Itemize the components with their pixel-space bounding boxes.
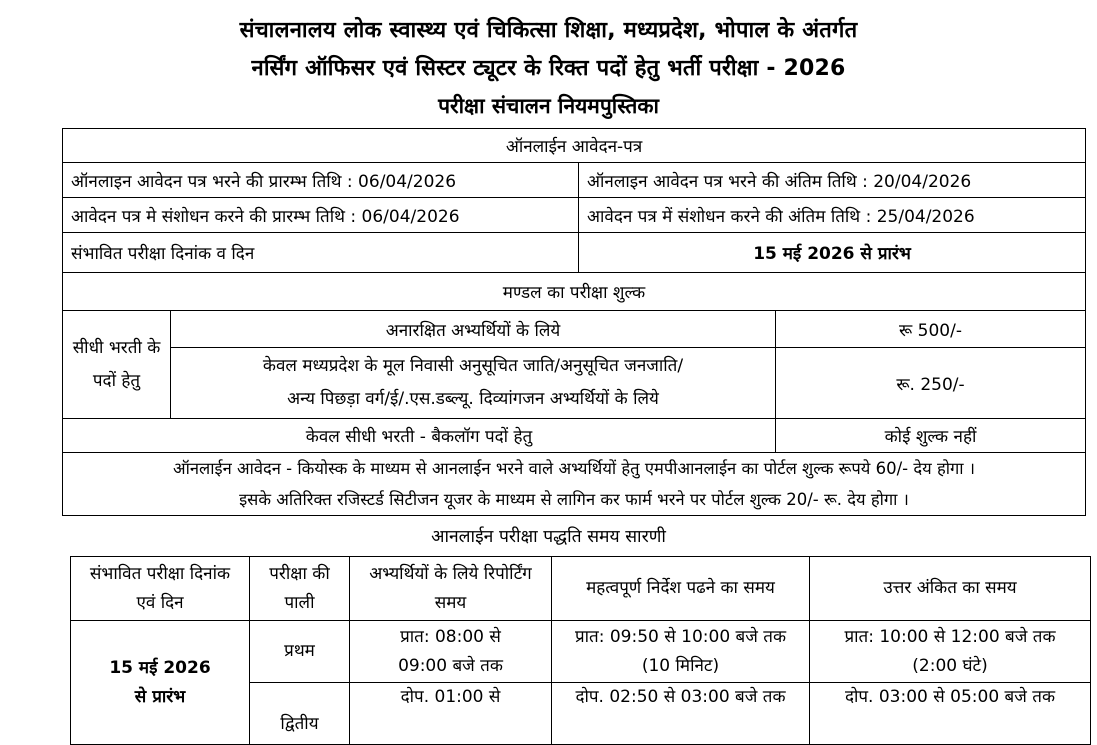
shift-2-instructions-line-1: दोप. 02:50 से 03:00 बजे तक	[575, 687, 786, 707]
col-header-exam-date: संभावित परीक्षा दिनांक एवं दिन	[71, 557, 250, 621]
exam-date-line-1: 15 मई 2026	[109, 657, 211, 678]
table-row	[63, 453, 1086, 516]
probable-exam-date-label-cell: संभावित परीक्षा दिनांक व दिन	[63, 233, 579, 273]
portal-fee-note-cell	[63, 453, 1086, 516]
fee-group-label-cell: सीधी भरती के पदों हेतु	[63, 311, 171, 419]
fee-unreserved-amount-cell: रू 500/-	[776, 311, 1086, 348]
shift-2-reporting-cell	[350, 683, 552, 745]
fee-unreserved-category-cell: अनारक्षित अभ्यर्थियों के लिये	[171, 311, 776, 348]
table-row	[63, 348, 1086, 419]
correction-end-date-cell: आवेदन पत्र में संशोधन करने की अंतिम तिथि : 25/04/2026	[579, 198, 1086, 233]
fee-reserved-amount-cell: रू. 250/-	[776, 348, 1086, 419]
doc-title-line-1: संचालनालय लोक स्वास्थ्य एवं चिकित्सा शिक्षा, मध्यप्रदेश, भोपाल के अंतर्गत	[239, 18, 858, 43]
shift-1-instructions-line-2: (10 मिनिट)	[641, 655, 720, 676]
col-header-reporting-time: अभ्यर्थियों के लिये रिपोर्टिंग समय	[350, 557, 552, 621]
schedule-exam-date-cell	[71, 621, 250, 745]
col-header-instructions-time: महत्वपूर्ण निर्देश पढने का समय	[552, 557, 810, 621]
application-fee-table	[62, 128, 1086, 516]
table-row	[63, 198, 1086, 233]
table-row	[63, 311, 1086, 348]
shift-2-answer-cell	[810, 683, 1091, 745]
shift-1-reporting-line-1: प्रात: 08:00 से	[400, 626, 501, 647]
correction-start-date-cell: आवेदन पत्र मे संशोधन करने की प्रारम्भ तिथि : 06/04/2026	[63, 198, 579, 233]
probable-exam-date-value-cell: 15 मई 2026 से प्रारंभ	[579, 233, 1086, 273]
backlog-category-cell: केवल सीधी भरती - बैकलॉग पदों हेतु	[63, 419, 776, 453]
shift-1-answer-line-2: (2:00 घंटे)	[912, 655, 988, 676]
table-row	[63, 163, 1086, 198]
col-header-shift: परीक्षा की पाली	[250, 557, 350, 621]
fee-reserved-category-line-2: अन्य पिछड़ा वर्ग/ई/.एस.डब्ल्यू. दिव्यांगजन अभ्यर्थियों के लिये	[287, 389, 659, 409]
shift-1-reporting-cell	[350, 621, 552, 683]
shift-2-answer-line-1: दोप. 03:00 से 05:00 बजे तक	[844, 687, 1056, 707]
shift-2-reporting-line-1: दोप. 01:00 से	[400, 687, 501, 707]
table-row	[71, 621, 1091, 683]
table-row	[63, 419, 1086, 453]
shift-1-answer-line-1: प्रात: 10:00 से 12:00 बजे तक	[844, 626, 1056, 647]
exam-date-line-2: से प्रारंभ	[134, 686, 186, 707]
portal-fee-note-line-1: ऑनलाईन आवेदन - कियोस्क के माध्यम से आनलाईन भरने वाले अभ्यर्थियों हेतु एमपीआनलाईन का पोर्टल शुल्क रूपये 60/- देय होगा ।	[172, 459, 976, 478]
doc-title-line-3: परीक्षा संचालन नियमपुस्तिका	[438, 94, 659, 118]
col-header-answer-time: उत्तर अंकित का समय	[810, 557, 1091, 621]
backlog-amount-cell: कोई शुल्क नहीं	[776, 419, 1086, 453]
online-end-date-cell: ऑनलाइन आवेदन पत्र भरने की अंतिम तिथि : 20/04/2026	[579, 163, 1086, 198]
shift-2-name-text: द्वितीय	[280, 714, 319, 734]
shift-1-reporting-line-2: 09:00 बजे तक	[398, 655, 503, 676]
fee-reserved-category-cell	[171, 348, 776, 419]
table-row	[63, 233, 1086, 273]
shift-1-answer-cell	[810, 621, 1091, 683]
shift-1-instructions-line-1: प्रात: 09:50 से 10:00 बजे तक	[574, 626, 787, 647]
shift-1-name-cell: प्रथम	[250, 621, 350, 683]
document-title-block	[0, 12, 1097, 124]
doc-title-line-2: नर्सिंग ऑफिसर एवं सिस्टर ट्यूटर के रिक्त पदों हेतु भर्ती परीक्षा - 2026	[251, 56, 846, 81]
application-section-header: ऑनलाईन आवेदन-पत्र	[63, 129, 1086, 163]
fee-reserved-category-line-1: केवल मध्यप्रदेश के मूल निवासी अनुसूचित जाति/अनुसूचित जनजाति/	[262, 356, 684, 376]
table-row	[63, 129, 1086, 163]
shift-1-instructions-cell	[552, 621, 810, 683]
exam-schedule-table	[70, 556, 1091, 745]
table-header-row	[71, 557, 1091, 621]
portal-fee-note-line-2: इसके अतिरिक्त रजिस्टर्ड सिटीजन यूजर के माध्यम से लागिन कर फार्म भरने पर पोर्टल शुल्क 20/- रू. देय होगा ।	[239, 490, 909, 509]
shift-2-name-cell	[250, 683, 350, 745]
shift-2-instructions-cell	[552, 683, 810, 745]
online-start-date-cell: ऑनलाइन आवेदन पत्र भरने की प्रारम्भ तिथि : 06/04/2026	[63, 163, 579, 198]
table-row	[63, 273, 1086, 311]
schedule-section-title: आनलाईन परीक्षा पद्धति समय सारणी	[431, 527, 666, 547]
fee-section-header: मण्डल का परीक्षा शुल्क	[63, 273, 1086, 311]
